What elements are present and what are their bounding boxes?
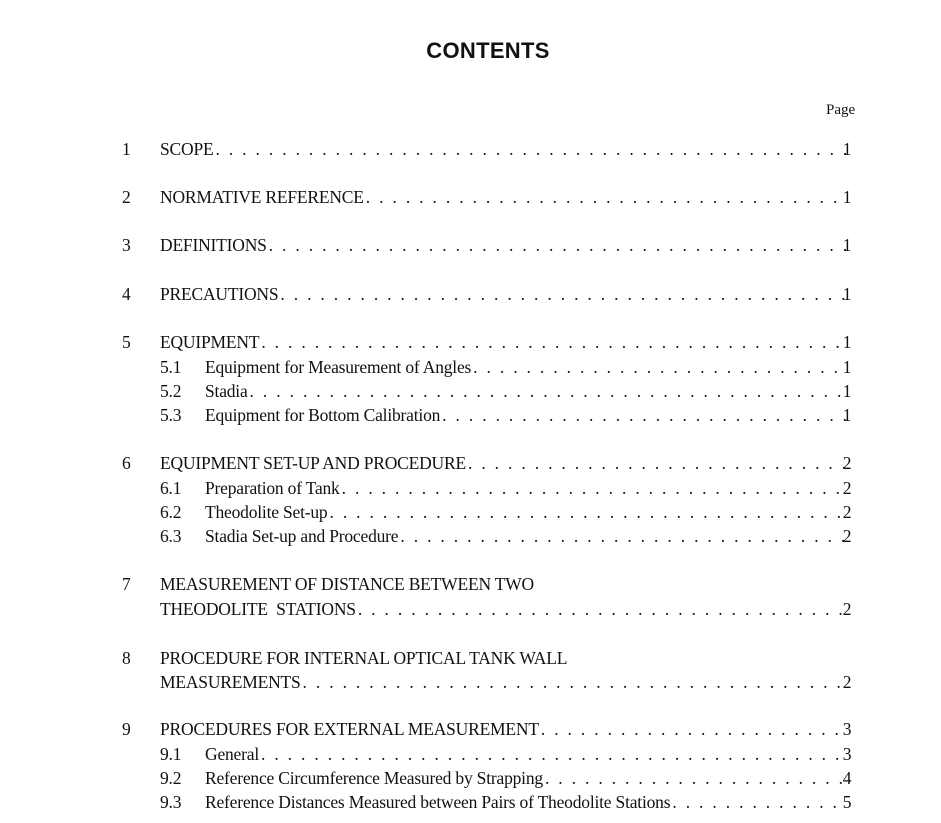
section-title: NORMATIVE REFERENCE — [160, 187, 364, 207]
toc-entry[interactable] — [0, 717, 941, 741]
section-number: 2 — [122, 187, 131, 207]
dot-leader — [250, 379, 847, 403]
page-number: 5 — [842, 792, 852, 812]
dot-leader — [358, 597, 847, 621]
section-number: 5 — [122, 332, 131, 352]
toc-entry[interactable] — [0, 451, 941, 475]
dot-leader — [269, 233, 847, 257]
page-number: 1 — [842, 235, 852, 255]
page-number: 1 — [842, 381, 852, 401]
toc-subentry[interactable] — [0, 500, 941, 524]
section-title: PROCEDURES FOR EXTERNAL MEASUREMENT — [160, 719, 539, 739]
page-number: 1 — [842, 187, 852, 207]
section-number: 4 — [122, 284, 131, 304]
toc-subentry[interactable] — [0, 355, 941, 379]
subsection-number: 6.3 — [160, 526, 182, 546]
dot-leader — [329, 500, 847, 524]
section-number: 6 — [122, 453, 131, 473]
subsection-title: Equipment for Measurement of Angles — [205, 357, 472, 377]
page-number: 2 — [842, 502, 852, 522]
toc-entry[interactable] — [0, 233, 941, 257]
subsection-title: Reference Distances Measured between Pairs of Theodolite Stations — [205, 792, 671, 812]
subsection-number: 6.1 — [160, 478, 182, 498]
section-number: 3 — [122, 235, 131, 255]
toc-subentry[interactable] — [0, 766, 941, 790]
toc-entry[interactable] — [0, 137, 941, 161]
subsection-number: 9.3 — [160, 792, 182, 812]
page-number: 1 — [842, 139, 852, 159]
page-number: 3 — [842, 744, 852, 764]
section-title: EQUIPMENT — [160, 332, 260, 352]
toc-subentry[interactable] — [0, 742, 941, 766]
subsection-title: Theodolite Set-up — [205, 502, 328, 522]
toc-subentry[interactable] — [0, 379, 941, 403]
section-number: 9 — [122, 719, 131, 739]
subsection-number: 9.2 — [160, 768, 182, 788]
section-title: SCOPE — [160, 139, 214, 159]
dot-leader — [261, 742, 847, 766]
subsection-title: Stadia Set-up and Procedure — [205, 526, 399, 546]
dot-leader — [400, 524, 847, 548]
section-title-line2: MEASUREMENTS — [160, 672, 301, 692]
section-title-line1: PROCEDURE FOR INTERNAL OPTICAL TANK WALL — [160, 648, 568, 668]
page-number: 2 — [842, 672, 852, 692]
subsection-number: 9.1 — [160, 744, 182, 764]
page-number: 2 — [842, 599, 852, 619]
section-number: 8 — [122, 648, 131, 668]
dot-leader — [545, 766, 847, 790]
dot-leader — [442, 403, 847, 427]
section-title: EQUIPMENT SET-UP AND PROCEDURE — [160, 453, 466, 473]
subsection-title: Reference Circumference Measured by Strapping — [205, 768, 543, 788]
toc-entry[interactable] — [0, 330, 941, 354]
page-number: 2 — [842, 453, 852, 473]
toc-entry[interactable] — [0, 597, 941, 621]
dot-leader — [215, 137, 847, 161]
toc-subentry[interactable] — [0, 790, 941, 814]
subsection-title: Equipment for Bottom Calibration — [205, 405, 441, 425]
section-title-line2: THEODOLITE STATIONS — [160, 599, 356, 619]
toc-entry[interactable] — [0, 670, 941, 694]
page-number: 1 — [842, 405, 852, 425]
subsection-title: Stadia — [205, 381, 248, 401]
toc-entry[interactable] — [0, 185, 941, 209]
dot-leader — [366, 185, 847, 209]
page-number: 2 — [842, 526, 852, 546]
dot-leader — [342, 476, 847, 500]
toc-subentry[interactable] — [0, 476, 941, 500]
section-title-line1: MEASUREMENT OF DISTANCE BETWEEN TWO — [160, 574, 534, 594]
page-number: 1 — [842, 332, 852, 352]
dot-leader — [473, 355, 847, 379]
subsection-number: 5.1 — [160, 357, 182, 377]
subsection-title: Preparation of Tank — [205, 478, 340, 498]
page-number: 1 — [842, 357, 852, 377]
subsection-number: 5.2 — [160, 381, 182, 401]
page-number: 4 — [842, 768, 852, 788]
dot-leader — [541, 717, 847, 741]
section-title: PRECAUTIONS — [160, 284, 279, 304]
toc-subentry[interactable] — [0, 403, 941, 427]
section-number: 7 — [122, 574, 131, 594]
contents-title: CONTENTS — [426, 38, 550, 63]
dot-leader — [280, 282, 847, 306]
subsection-number: 5.3 — [160, 405, 182, 425]
dot-leader — [468, 451, 847, 475]
section-number: 1 — [122, 139, 131, 159]
page-number: 2 — [842, 478, 852, 498]
subsection-title: General — [205, 744, 259, 764]
page-column-header: Page — [826, 102, 856, 118]
page-number: 1 — [842, 284, 852, 304]
toc-subentry[interactable] — [0, 524, 941, 548]
toc-entry[interactable] — [0, 282, 941, 306]
toc-entry-line1[interactable] — [0, 646, 941, 670]
dot-leader — [261, 330, 847, 354]
dot-leader — [672, 790, 847, 814]
section-title: DEFINITIONS — [160, 235, 267, 255]
dot-leader — [303, 670, 847, 694]
toc-entry-line1[interactable] — [0, 572, 941, 596]
subsection-number: 6.2 — [160, 502, 182, 522]
page-number: 3 — [842, 719, 852, 739]
